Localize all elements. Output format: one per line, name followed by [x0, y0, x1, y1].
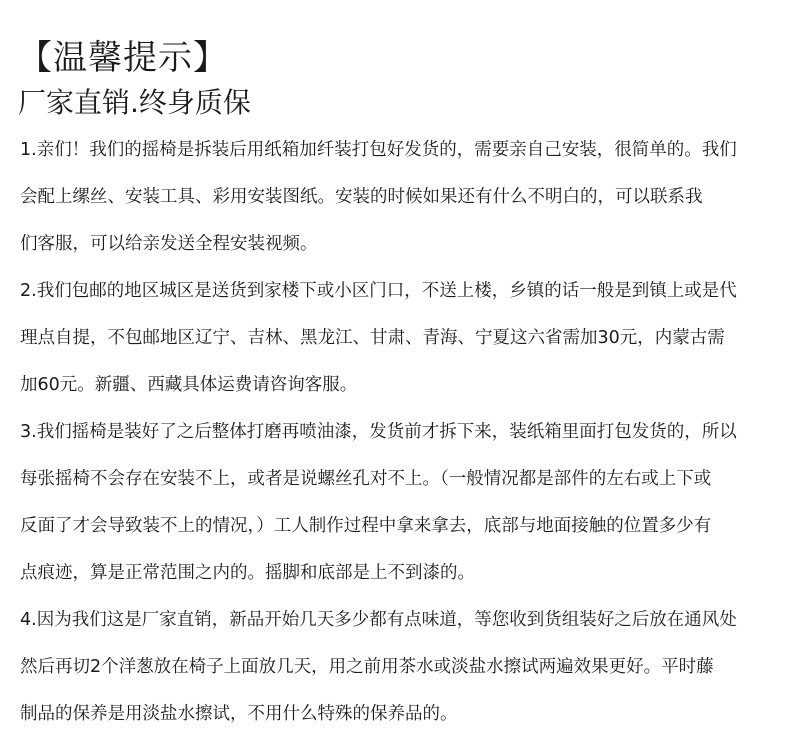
notice-subtitle: 厂家直销.终身质保	[18, 86, 251, 119]
note-line: 每张摇椅不会存在安装不上，或者是说螺丝孔对不上。（一般情况都是部件的左右或上下或	[20, 469, 712, 489]
note-line: 然后再切2个洋葱放在椅子上面放几天，用之前用茶水或淡盐水擦试两遍效果更好。平时藤	[20, 657, 714, 677]
note-item-3	[20, 409, 790, 597]
note-line: 理点自提，不包邮地区辽宁、吉林、黑龙江、甘肃、青海、宁夏这六省需加30元，内蒙古需	[20, 328, 725, 348]
note-line: 2.我们包邮的地区城区是送货到家楼下或小区门口，不送上楼，乡镇的话一般是到镇上或是代	[20, 281, 737, 301]
note-line: 们客服，可以给亲发送全程安装视频。	[20, 234, 318, 254]
note-line: 制品的保养是用淡盐水擦试，不用什么特殊的保养品的。	[20, 704, 458, 724]
note-line: 加60元。新疆、西藏具体运费请咨询客服。	[20, 375, 358, 395]
note-item-4	[20, 597, 790, 738]
note-line: 反面了才会导致装不上的情况，）工人制作过程中拿来拿去，底部与地面接触的位置多少有	[20, 516, 712, 536]
note-line: 4.因为我们这是厂家直销，新品开始几天多少都有点味道，等您收到货组装好之后放在通风处	[20, 610, 737, 630]
notice-title: 【温馨提示】	[18, 38, 228, 78]
note-item-1	[20, 127, 790, 268]
note-line: 点痕迹，算是正常范围之内的。摇脚和底部是上不到漆的。	[20, 563, 475, 583]
note-item-2	[20, 268, 790, 409]
note-line: 会配上缧丝、安装工具、彩用安装图纸。安装的时候如果还有什么不明白的，可以联系我	[20, 187, 703, 207]
notes-list	[20, 127, 790, 738]
note-line: 3.我们摇椅是装好了之后整体打磨再喷油漆，发货前才拆下来，装纸箱里面打包发货的，所以	[20, 422, 737, 442]
note-line: 1.亲们！我们的摇椅是拆装后用纸箱加纤装打包好发货的，需要亲自己安装，很简单的。我们	[20, 140, 737, 160]
